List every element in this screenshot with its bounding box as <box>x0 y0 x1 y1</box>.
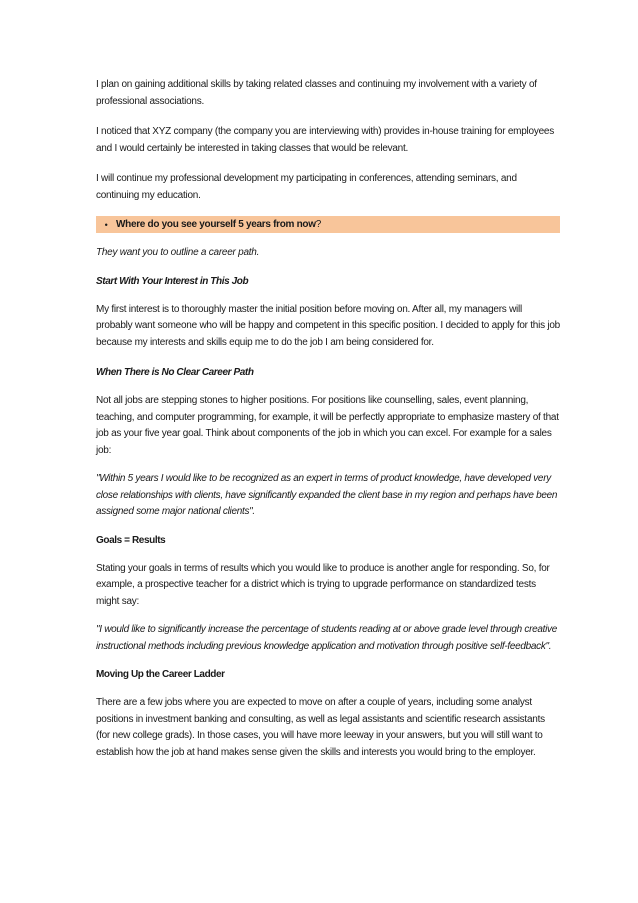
question-text: Where do you see yourself 5 years from now <box>116 219 316 230</box>
paragraph-in-house-training: I noticed that XYZ company (the company you are interviewing with) provides in-house training for employees and I would certainly be interested in taking classes that would be relevant. <box>96 126 554 154</box>
section-heading-career-ladder: Moving Up the Career Ladder <box>96 669 225 680</box>
section-body-interest: My first interest is to thoroughly master the initial position before moving on. After all, my managers will probably want someone who will be happy and competent in this specific position. I decided to apply for this job because my interests and skills equip me to do the job I am being considered for. <box>96 303 560 348</box>
bullet-icon: • <box>104 219 108 230</box>
question-mark: ? <box>315 219 321 230</box>
section-body-goals: Stating your goals in terms of results which you would like to produce is another angle for responding. So, for example, a prospective teacher for a district which is trying to upgrade performance on standardized tests might say: <box>96 562 550 607</box>
section-body-career-ladder: There are a few jobs where you are expected to move on after a couple of years, including some analyst positions in investment banking and consulting, as well as legal assistants and scientific research assistants (for new college grads). In those cases, you will have more leeway in your answers, but you will still want to establish how the job at hand makes sense given the skills and interests you would bring to the employer. <box>96 697 545 758</box>
intro-text: They want you to outline a career path. <box>96 247 260 258</box>
section-heading-goals: Goals = Results <box>96 534 166 546</box>
question-highlight-bar <box>96 216 560 233</box>
paragraph-professional-development: I will continue my professional development my participating in conferences, attending seminars, and continuing my education. <box>96 173 517 201</box>
section-body-career-path: Not all jobs are stepping stones to higher positions. For positions like counselling, sales, event planning, teaching, and computer programming, for example, it will be perfectly appropriate to emphasize mastery of that job as your five year goal. Think about components of the job in which you can excel. For example for a sales job: <box>96 395 559 456</box>
section-heading-career-path: When There is No Clear Career Path <box>96 367 254 378</box>
section-heading-interest: Start With Your Interest in This Job <box>96 275 249 287</box>
paragraph-additional-skills: I plan on gaining additional skills by taking related classes and continuing my involvement with a variety of professional associations. <box>96 79 537 107</box>
teacher-quote: "I would like to significantly increase the percentage of students reading at or above grade level through creative instructional methods including previous knowledge application and motivation through positive self-feedback". <box>96 624 558 652</box>
sales-quote: "Within 5 years I would like to be recognized as an expert in terms of product knowledge, have developed very close relationships with clients, have significantly expanded the client base in my region and perhaps have been assigned some major national clients". <box>96 473 558 517</box>
